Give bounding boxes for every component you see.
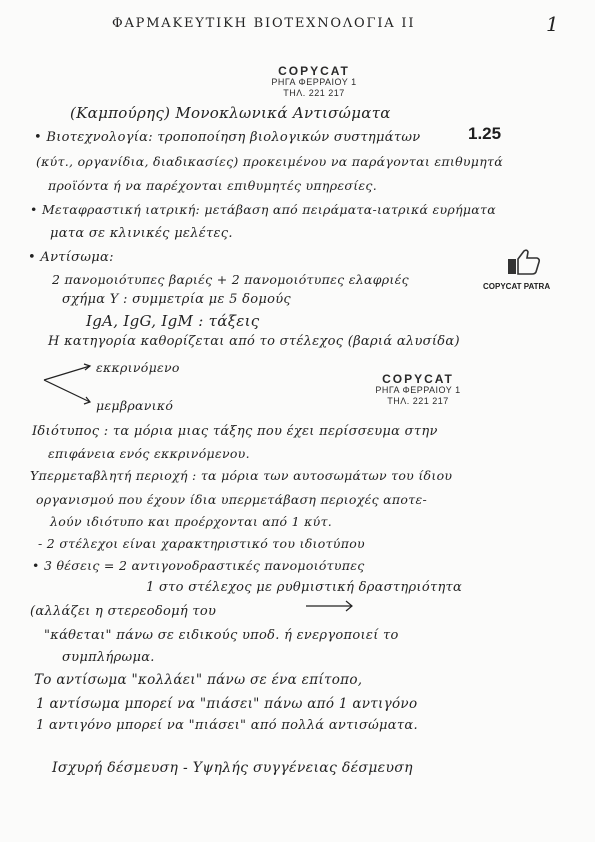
thumbs-up-icon	[506, 248, 542, 276]
note-line-18: λούν ιδιότυπο και προέρχονται από 1 κύτ.	[50, 514, 333, 529]
note-line-25: Το αντίσωμα "κολλάει" πάνω σε ένα επίτοπο,	[34, 672, 363, 688]
note-line-22: (αλλάζει η στερεοδομή του	[30, 604, 217, 619]
copycat-stamp-top	[248, 66, 380, 99]
note-line-23: "κάθεται" πάνω σε ειδικούς υποδ. ή ενεργοποιεί το	[44, 628, 399, 643]
note-line-14: Ιδιότυπος : τα μόρια μιας τάξης που έχει περίσσευμα στην	[32, 424, 438, 439]
note-line-03: (κύτ., οργανίδια, διαδικασίες) προκειμένου να παράγονται επιθυμητά	[36, 154, 503, 169]
note-line-05: • Μεταφραστική ιατρική: μετάβαση από πειράματα-ιατρικά ευρήματα	[30, 202, 496, 217]
note-line-21: 1 στο στέλεχος με ρυθμιστική δραστηριότητα	[146, 580, 463, 595]
note-line-04: προϊόντα ή να παρέχονται επιθυμητές υπηρεσίες.	[48, 178, 377, 193]
note-line-28: Ισχυρή δέσμευση - Υψηλής συγγένειας δέσμευση	[52, 760, 413, 776]
stamp-address: ΡΗΓΑ ΦΕΡΡΑΙΟΥ 1	[375, 385, 461, 395]
note-line-24: συμπλήρωμα.	[62, 650, 155, 665]
note-line-15: επιφάνεια ενός εκκρινόμενου.	[48, 446, 250, 461]
note-line-17: οργανισμού που έχουν ίδια υπερμετάβαση περιοχές αποτε-	[36, 492, 427, 507]
copycat-patra-label: COPYCAT PATRA	[483, 282, 551, 291]
stamp-brand: COPYCAT	[382, 372, 454, 386]
note-line-08: 2 πανομοιότυπες βαριές + 2 πανομοιότυπες ελαφριές	[52, 272, 409, 287]
stamp-phone: ΤΗΛ. 221 217	[283, 88, 345, 98]
branch-arrows-icon	[40, 358, 96, 408]
note-line-26: 1 αντίσωμα μπορεί να "πιάσει" πάνω από 1 αντιγόνο	[36, 696, 418, 712]
note-line-10: IgA, IgG, IgM : τάξεις	[86, 312, 260, 330]
note-line-06: ματα σε κλινικές μελέτες.	[50, 226, 233, 241]
note-line-02: • Βιοτεχνολογία: τροποποίηση βιολογικών συστημάτων	[34, 130, 421, 145]
note-line-12: εκκρινόμενο	[96, 360, 180, 375]
page-header-title: ΦΑΡΜΑΚΕΥΤΙΚΗ ΒΙΟΤΕΧΝΟΛΟΓΙΑ ΙΙ	[112, 16, 416, 31]
note-line-20: • 3 θέσεις = 2 αντιγονοδραστικές πανομοιότυπες	[32, 558, 365, 573]
stamp-brand: COPYCAT	[278, 64, 350, 78]
note-line-11: Η κατηγορία καθορίζεται από το στέλεχος (βαριά αλυσίδα)	[48, 334, 460, 349]
stamp-phone: ΤΗΛ. 221 217	[387, 396, 449, 406]
note-line-27: 1 αντιγόνο μπορεί να "πιάσει" από πολλά αντισώματα.	[36, 718, 418, 733]
long-arrow-icon	[304, 598, 356, 614]
note-line-01: (Καμπούρης) Μονοκλωνικά Αντισώματα	[70, 104, 391, 122]
page-number: 1	[546, 12, 560, 36]
note-line-13: μεμβρανικό	[96, 398, 174, 413]
note-line-16: Υπερμεταβλητή περιοχή : τα μόρια των αυτοσωμάτων του ίδιου	[30, 468, 453, 483]
copycat-stamp-middle	[352, 374, 484, 407]
note-line-09: σχήμα Y : συμμετρία με 5 δομούς	[62, 292, 291, 307]
stamp-address: ΡΗΓΑ ΦΕΡΡΑΙΟΥ 1	[271, 77, 357, 87]
price-label: 1.25	[468, 124, 502, 143]
note-line-07: • Αντίσωμα:	[28, 250, 114, 265]
note-line-19: - 2 στέλεχοι είναι χαρακτηριστικό του ιδιοτύπου	[38, 536, 365, 551]
